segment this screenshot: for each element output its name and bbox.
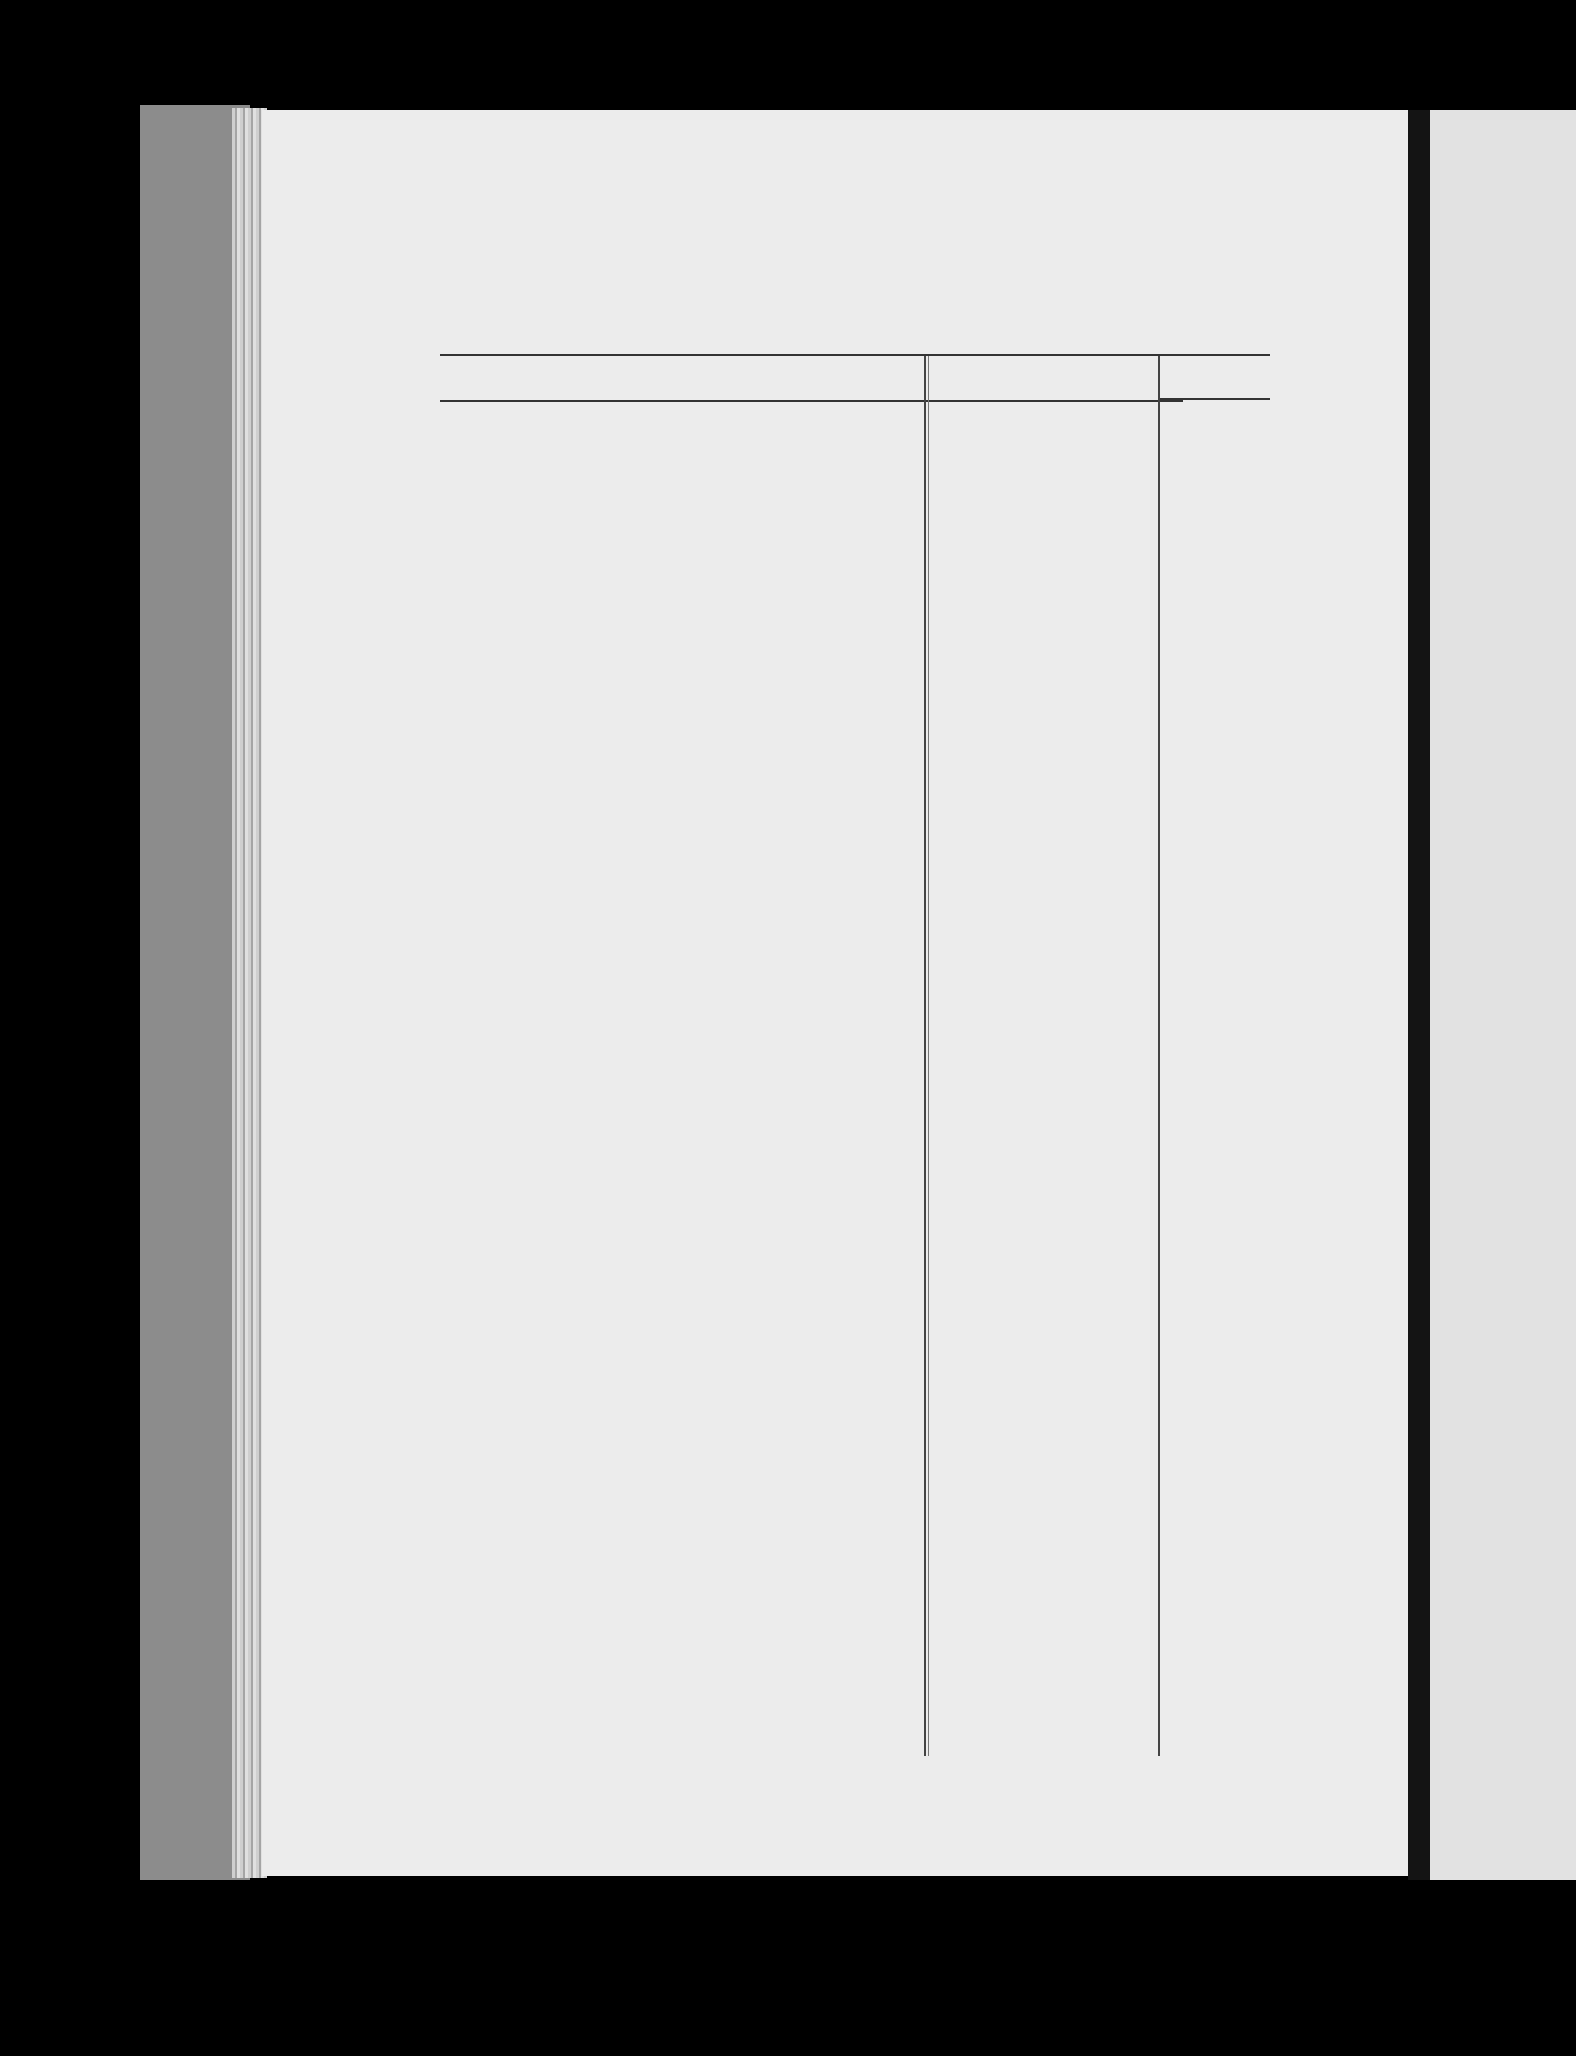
column-divider-names-inner: [928, 356, 929, 1756]
table-top-rule: [440, 354, 1270, 356]
page: [262, 110, 1414, 1876]
header-rule: [440, 400, 1183, 402]
column-divider-names: [924, 356, 926, 1756]
book-gutter: [1408, 110, 1430, 1880]
header-rule-shares: [1160, 398, 1270, 400]
column-divider-residence: [1158, 356, 1160, 1756]
facing-page: [1430, 110, 1576, 1880]
